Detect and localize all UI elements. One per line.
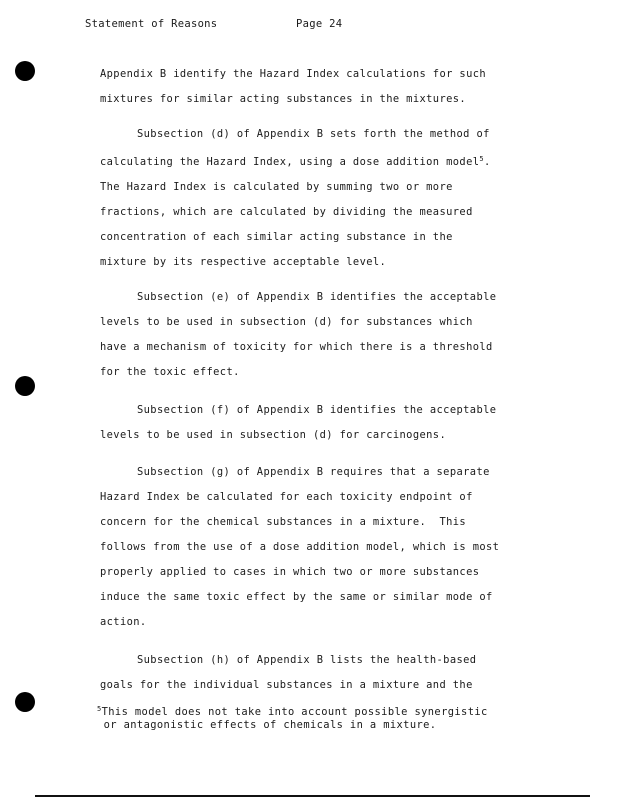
footnote-line: or antagonistic effects of chemicals in a mixture.	[97, 719, 437, 731]
text-line: induce the same toxic effect by the same or similar mode of	[100, 591, 493, 603]
text-line: levels to be used in subsection (d) for carcinogens.	[100, 429, 447, 441]
text-line: calculating the Hazard Index, using a dose addition model$^5$.	[100, 155, 491, 168]
paragraph-subsection-h	[100, 648, 540, 698]
text-line: Subsection (e) of Appendix B identifies the acceptable	[137, 291, 497, 303]
punch-hole	[15, 692, 35, 712]
text-line: follows from the use of a dose addition model, which is most	[100, 541, 500, 553]
paragraph-subsection-g	[100, 460, 540, 635]
text-line: mixtures for similar acting substances in the mixtures.	[100, 93, 467, 105]
text-line: properly applied to cases in which two or more substances	[100, 566, 480, 578]
text-line: for the toxic effect.	[100, 366, 240, 378]
text-line: levels to be used in subsection (d) for substances which	[100, 316, 473, 328]
text-line: goals for the individual substances in a mixture and the	[100, 679, 473, 691]
text-line: Subsection (f) of Appendix B identifies the acceptable	[137, 404, 497, 416]
footnote-line: This model does not take into account possible synergistic	[101, 706, 488, 718]
paragraph-subsection-f	[100, 398, 540, 448]
text-line: concern for the chemical substances in a mixture. This	[100, 516, 467, 528]
paragraph-subsection-d	[100, 122, 540, 275]
footnote-reference: 5	[479, 155, 484, 163]
text-line: action.	[100, 616, 147, 628]
footnote-number: 5	[97, 705, 102, 713]
text-line: fractions, which are calculated by dividing the measured	[100, 206, 473, 218]
text-line: Subsection (h) of Appendix B lists the health-based	[137, 654, 477, 666]
footnote	[97, 703, 547, 732]
text-line: Hazard Index be calculated for each toxicity endpoint of	[100, 491, 473, 503]
text-line: have a mechanism of toxicity for which there is a threshold	[100, 341, 493, 353]
body-text	[100, 62, 540, 112]
text-line: Appendix B identify the Hazard Index calculations for such	[100, 68, 487, 80]
text-line: Subsection (g) of Appendix B requires that a separate	[137, 466, 490, 478]
text-line: The Hazard Index is calculated by summing two or more	[100, 181, 453, 193]
punch-hole	[15, 376, 35, 396]
punch-hole	[15, 61, 35, 81]
header-page-number: Page 24	[296, 18, 343, 30]
text-line: concentration of each similar acting substance in the	[100, 231, 453, 243]
bottom-rule	[35, 795, 590, 797]
header-title: Statement of Reasons	[85, 18, 218, 30]
text-line: Subsection (d) of Appendix B sets forth the method of	[137, 128, 490, 140]
paragraph-subsection-e	[100, 285, 540, 385]
text-line: mixture by its respective acceptable level.	[100, 256, 387, 268]
